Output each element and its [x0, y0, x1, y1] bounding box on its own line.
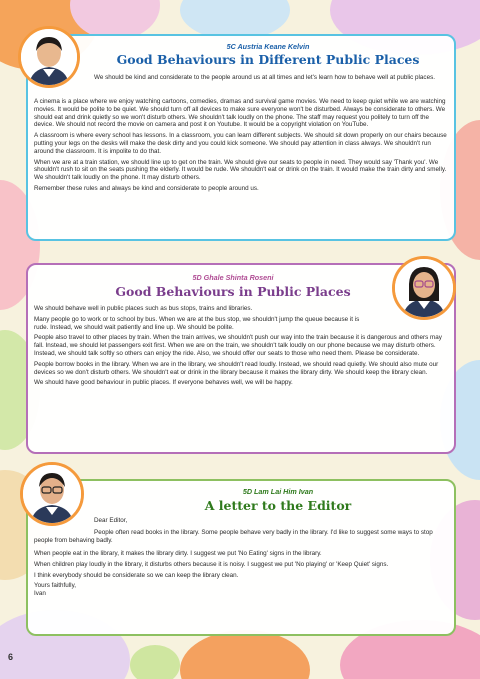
flower-decoration — [130, 645, 180, 679]
student-photo — [18, 26, 80, 88]
article-paragraph: When children play loudly in the library, it disturbs others because it is noisy. I suggest we put 'No playing' or 'Keep Quiet' signs. — [34, 560, 389, 568]
article-paragraph: We should behave well in public places such as bus stops, trains and libraries. — [34, 305, 253, 312]
article-card-3 — [26, 479, 456, 636]
article-author: 5D Lam Lai Him Ivan — [242, 487, 314, 496]
student-portrait-icon — [23, 465, 81, 523]
student-photo — [392, 256, 456, 320]
article-author: 5D Ghale Shinta Roseni — [192, 273, 274, 282]
student-portrait-icon — [21, 29, 77, 85]
article-title: A letter to the Editor — [204, 498, 352, 513]
letter-greeting: Dear Editor, — [94, 517, 128, 524]
letter-closing: Yours faithfully, — [34, 582, 77, 590]
article-paragraph: A classroom is where every school has lessons. In a classroom, you can learn different subjects. We should sit down properly on our chairs because putting your legs on the desks will make the desk dirty and you could kick someone. We should pay attention in class always. We shouldn't run around the classroom. It is impolite to do that. — [34, 132, 447, 155]
student-photo — [20, 462, 84, 526]
article-paragraph: We should have good behaviour in public places. If everyone behaves well, we will be happy. — [34, 379, 293, 387]
article-card-1 — [26, 34, 456, 241]
article-paragraph: A cinema is a place where we enjoy watching cartoons, comedies, dramas and survival game movies. We need to keep quiet while we are watching movies. It would be polite to be quiet. We should turn off all devices to make sure everyone won't be disturbed. Always be considerate to others. We should eat and drink quietly so we won't disturb others. We shouldn't talk loudly on the phone. The staff may request you politely to turn off the device. We should not record the movie on camera and post it on Youtube. It would be a copyright violation on YouTube. — [34, 98, 446, 129]
article-intro: We should be kind and considerate to the people around us at all times and let's learn how to behave well at public places. — [94, 74, 435, 81]
article-author: 5C Austria Keane Kelvin — [226, 42, 310, 51]
article-paragraph: Remember these rules and always be kind and considerate to people around us. — [34, 184, 259, 192]
article-paragraph: Many people go to work or to school by bus. When we are at the bus stop, we shouldn't jump the queue because it is rude. Instead, we should wait patiently and line up. We should be polite. — [34, 315, 360, 331]
article-paragraph: People often read books in the library. Some people behave very badly in the library. I'd like to suggest some ways to stop people from behaving badly. — [34, 529, 433, 544]
article-paragraph: When we are at a train station, we should line up to get on the train. We should give our seats to people in need. They would say 'Thank you'. We shouldn't rush to sit on the seats pushing the elderly. It would be rude. We shouldn't eat or drink on the train. It would make the train dirty and smelly. We shouldn't talk loudly on the phone. It may disturb others. — [34, 158, 447, 182]
letter-signature: Ivan — [34, 590, 46, 598]
flower-decoration — [180, 630, 310, 679]
article-title: Good Behaviours in Different Public Places — [116, 52, 420, 67]
article-title: Good Behaviours in Public Places — [115, 284, 351, 299]
article-paragraph: People borrow books in the library. When we are in the library, we shouldn't read loudly. Instead, we should read quietly. We should also mute our devices so we don't disturb others. We shouldn't eat or drink in the library because it makes the library dirty. We should keep the library clean. — [34, 360, 439, 376]
page-number: 6 — [8, 652, 14, 662]
article-paragraph: When people eat in the library, it makes the library dirty. I suggest we put 'No Eating' signs in the library. — [34, 550, 322, 557]
student-portrait-icon — [395, 259, 453, 317]
article-paragraph: People also travel to other places by train. When the train arrives, we shouldn't push our way into the train because it is dangerous and others may fall. Instead, we should let passengers exit first. When we are on the train, we shouldn't talk loudly on our phone because we may disturb others. Instead, we should talk softly so others can enjoy the ride. Also, we should offer our seats to those who need them. Please be considerate. — [34, 334, 442, 357]
article-paragraph: I think everybody should be considerate so we can keep the library clean. — [34, 571, 239, 579]
